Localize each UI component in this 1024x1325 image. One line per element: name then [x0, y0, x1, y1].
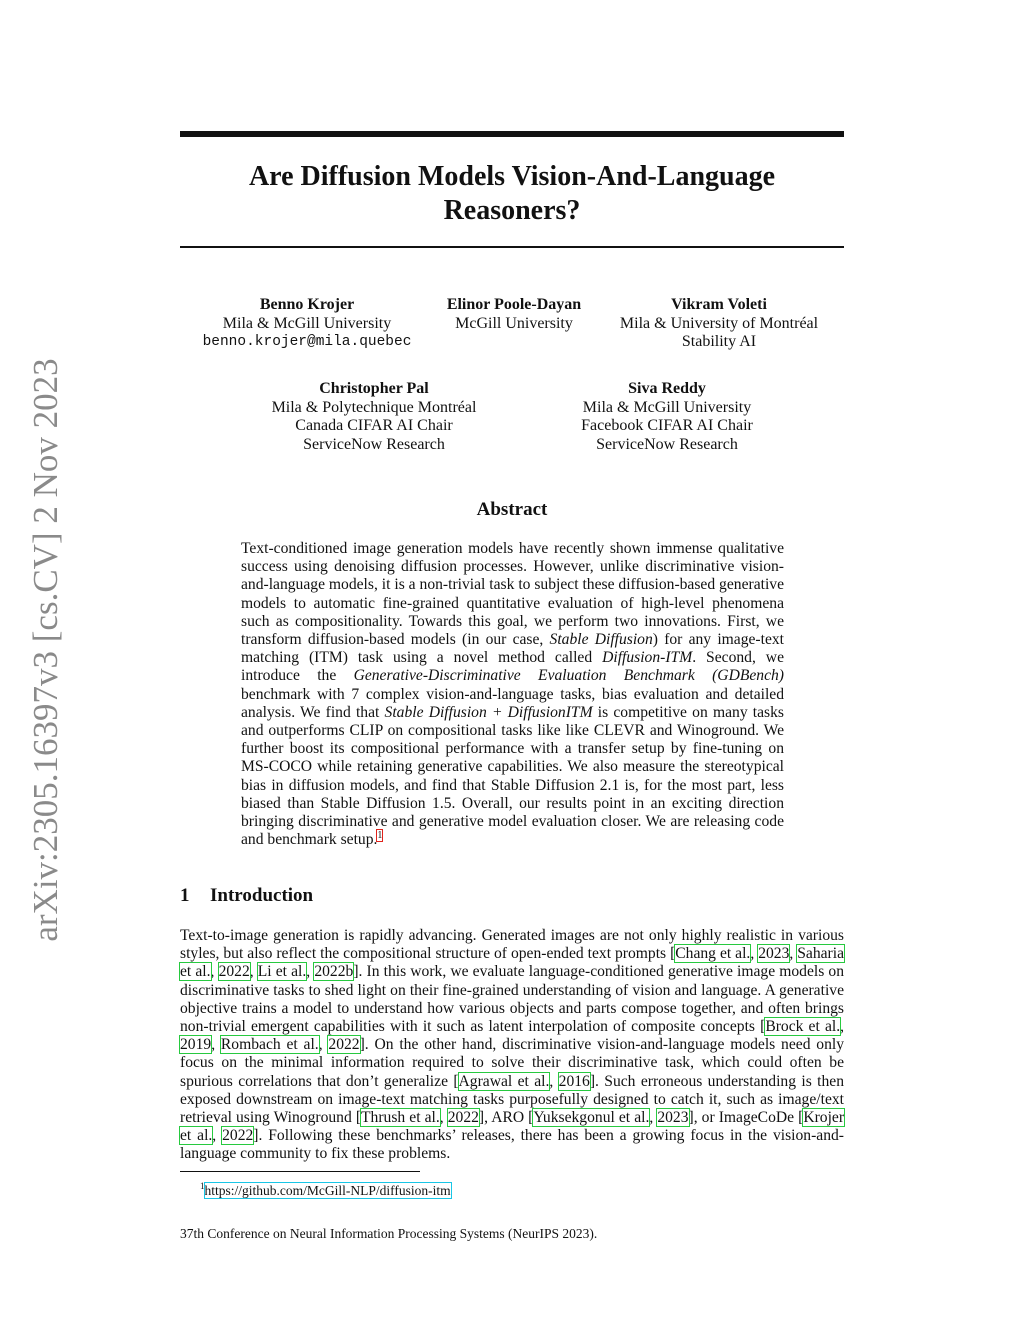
abstract-emphasis: Stable Diffusion + DiffusionITM [384, 703, 593, 721]
arxiv-identifier: arXiv:2305.16397v3 [cs.CV] 2 Nov 2023 [26, 358, 65, 942]
body-text: ]. On the other hand, discriminative vision-and-language models need only focus on the minimal information required to solve their discriminative task, which could often be spurious correlations that don’t generalize [ [180, 1036, 845, 1090]
citation-link[interactable]: Saharia et al. [180, 945, 845, 981]
body-text: ]. Such erroneous understanding is then exposed downstream on image-text matching tasks purposefully designed to catch it, such as image/text retrieval using Winoground [ [180, 1072, 845, 1127]
footnote [200, 1177, 451, 1200]
citation-link[interactable]: Rombach et al. [220, 1036, 319, 1054]
citation-year-link[interactable]: 2016 [558, 1072, 590, 1090]
citation-year-link[interactable]: 2022 [222, 1127, 254, 1145]
author-affiliation: Mila & University of Montréal [619, 314, 819, 332]
footnote-mark: 1 [200, 1181, 205, 1191]
venue-note: 37th Conference on Neural Information Processing Systems (NeurIPS 2023). [180, 1226, 598, 1241]
author-name: Siva Reddy [628, 380, 706, 397]
author-affiliation: Facebook CIFAR AI Chair [581, 417, 753, 434]
author-affiliation: ServiceNow Research [303, 435, 445, 453]
author-name: Benno Krojer [259, 296, 355, 313]
author-name: Vikram Voleti [671, 296, 767, 313]
abstract-emphasis: Stable Diffusion [549, 631, 653, 649]
abstract-text: benchmark with 7 complex vision-and-language tasks, bias evaluation and detailed analysis. We find that [241, 685, 784, 721]
abstract-text: is competitive on many tasks and outperforms CLIP on compositional tasks like like CLEVR and Winoground. We further boost its compositional performance with a transfer setup by fine-tuning on MS-COCO while retaining generative capabilities. We also measure the stereotypical bias in diffusion models, and find that Stable Diffusion 2.1 is, for the most part, less biased than Stable Diffusion 1.5. Overall, our results point in an exciting direction bringing discriminative and generative model evaluation closer. We are releasing code and benchmark setup. [241, 703, 784, 849]
citation-year-link[interactable]: 2022b [314, 963, 354, 981]
author-krojer [180, 296, 434, 352]
title-top-rule [180, 131, 844, 137]
abstract-body [241, 540, 784, 849]
footnote-ref-link[interactable]: 1 [377, 830, 383, 842]
body-text: Text-to-image generation is rapidly advancing. Generated images are not only highly realistic in various styles, but also reflect the compositional structure of open-ended text prompts [ [180, 927, 844, 963]
citation-link[interactable]: Agrawal et al. [458, 1072, 550, 1090]
citation-link[interactable]: Thrush et al. [361, 1109, 440, 1127]
citation-link[interactable]: Brock et al. [765, 1018, 841, 1036]
citation-link[interactable]: Yuksekgonul et al. [533, 1109, 650, 1127]
author-reddy [552, 380, 782, 454]
body-text: ]. In this work, we evaluate language-conditioned generative image models on discriminative tasks to shed light on their fine-grained understanding of vision and language. A generative objective trains a model to understand how various objects and parts compose together, and often brings non-trivial emergent capabilities with it such as latent interpolation of composite concepts [ [180, 963, 845, 1036]
body-text: ], or ImageCoDe [ [688, 1109, 804, 1127]
author-pal [254, 380, 494, 454]
citation-link[interactable]: Li et al. [257, 963, 307, 981]
author-name: Christopher Pal [319, 380, 429, 397]
author-affiliation: Mila & McGill University [222, 314, 392, 332]
section-number: 1 [180, 885, 190, 906]
body-text: ]. Following these benchmarks’ releases, there has been a growing focus in the vision-and-language community to fix these problems. [180, 1127, 844, 1163]
author-affiliation: Canada CIFAR AI Chair [295, 417, 453, 434]
citation-year-link[interactable]: 2023 [758, 945, 790, 963]
author-affiliation: Stability AI [681, 333, 757, 350]
abstract-text: Text-conditioned image generation models have recently shown immense qualitative success using denoising diffusion processes. However, unlike discriminative vision-and-language models, it is a non-trivial task to subject these diffusion-based generative models to automatic fine-grained quantitative evaluation of high-level phenomena such as compositionality. Towards this goal, we perform two innovations. First, we transform diffusion-based models (in our case, [241, 540, 784, 649]
abstract-text: . Second, we introduce the [241, 649, 784, 685]
citation-year-link[interactable]: 2019 [180, 1036, 212, 1054]
abstract-emphasis: Diffusion-ITM [602, 649, 693, 667]
paper-title: Are Diffusion Models Vision-And-Language Reasoners? [248, 161, 776, 226]
citation-link[interactable]: Chang et al. [675, 945, 751, 963]
abstract-heading: Abstract [476, 499, 548, 520]
author-affiliation: ServiceNow Research [596, 435, 738, 453]
author-poole-dayan [424, 296, 604, 333]
citation-year-link[interactable]: 2022 [328, 1036, 360, 1054]
citation-year-link[interactable]: 2022 [218, 963, 250, 981]
abstract-text: ) for any image-text matching (ITM) task using a novel method called [241, 631, 784, 667]
author-email[interactable]: benno.krojer@mila.quebec [202, 334, 412, 350]
author-name: Elinor Poole-Dayan [446, 296, 582, 313]
footnote-url-link[interactable]: https://github.com/McGill-NLP/diffusion-itm [204, 1182, 451, 1198]
author-voleti [604, 296, 834, 352]
author-affiliation: Mila & McGill University [582, 398, 752, 416]
citation-year-link[interactable]: 2022 [447, 1109, 479, 1127]
citation-year-link[interactable]: 2023 [657, 1109, 689, 1127]
section-heading-introduction [180, 884, 313, 908]
body-text: ], ARO [ [478, 1109, 534, 1127]
author-affiliation: Mila & Polytechnique Montréal [271, 398, 477, 416]
title-bottom-rule [180, 246, 844, 248]
introduction-body: Text-to-image generation is rapidly advancing. Generated images are not only highly realistic in various styles, but also reflect the compositional structure of open-ended text prompts [Chang et al., 2023, Saharia et al., 2022, Li et al., 2022b]. In this work, we evaluate language-conditioned generative image models on discriminative tasks to shed light on their fine-grained understanding of vision and language. A generative objective trains a model to understand how various objects and parts compose together, and often brings non-trivial emergent capabilities with it such as latent interpolation of composite concepts [Brock et al., 2019, Rombach et al., 2022]. On the other hand, discriminative vision-and-language models need only focus on the minimal information required to solve their discriminative task, which could often be spurious correlations that don’t generalize [Agrawal et al., 2016]. Such erroneous understanding is then exposed downstream on image-text matching tasks purposefully designed to catch it, such as image/text retrieval using Winoground [Thrush et al., 2022], ARO [Yuksekgonul et al., 2023], or ImageCoDe [Krojer et al., 2022]. Following these benchmarks’ releases, there has been a growing focus in the vision-and-language community to fix these problems. [180, 927, 845, 1163]
citation-link[interactable]: Krojer et al. [180, 1109, 845, 1145]
author-affiliation: McGill University [455, 314, 573, 332]
footnote-rule [180, 1171, 420, 1172]
abstract-emphasis: Generative-Discriminative Evaluation Benchmark (GDBench) [353, 667, 784, 685]
section-title: Introduction [210, 885, 314, 906]
